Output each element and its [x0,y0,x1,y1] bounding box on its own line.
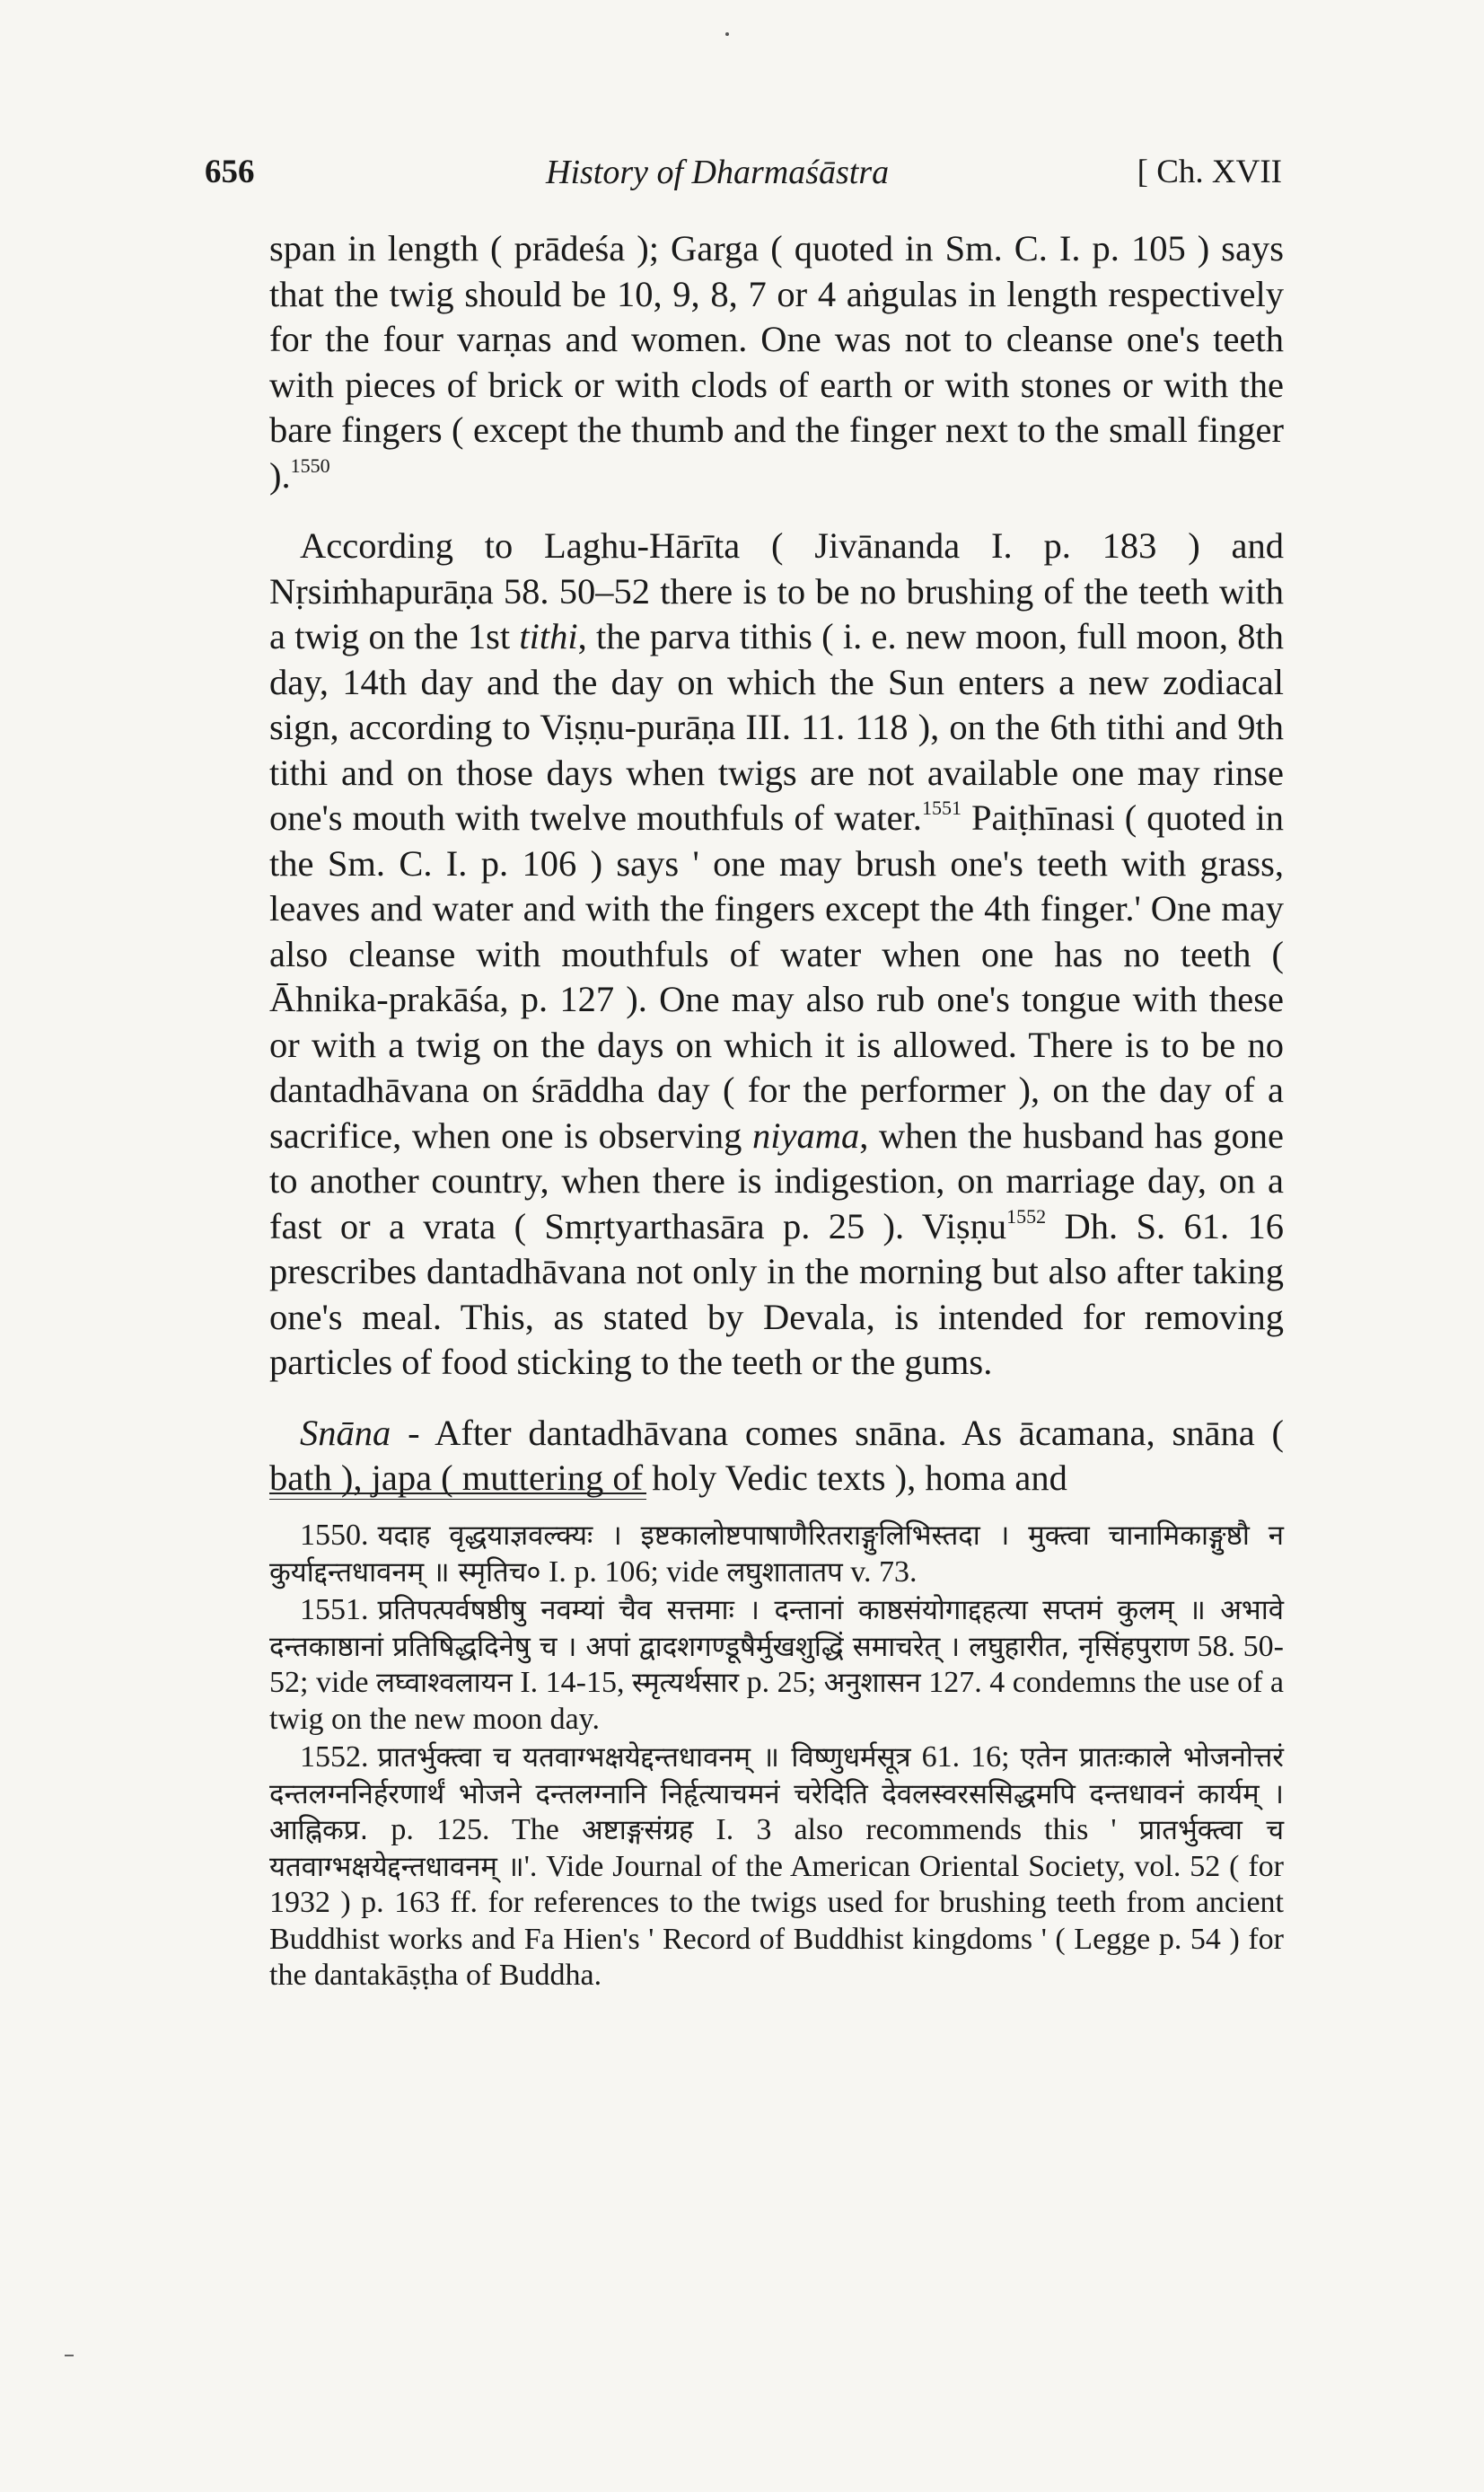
page-header [205,153,1282,207]
page-number: 656 [205,154,255,190]
footnote-number: 1551. [300,1593,369,1626]
footnote-ref-1550: 1550 [290,453,330,477]
footnote-number: 1552. [300,1740,369,1774]
footnote-separator [269,1493,646,1494]
footnote-number: 1550. [300,1519,369,1552]
footnote-1551: 1551. प्रतिपत्पर्वषष्ठीषु नवम्यां चैव सत्तमाः । दन्तानां काष्ठसंयोगाद्दहत्या सप्तमं कुलम् ॥ अभावे दन्तकाष्ठानां प्रतिषिद्धदिनेषु च । अपां द्वादशगण्डूषैर्मुखशुद्धिं समाचरेत् । लघुहारीत, नृसिंहपुराण 58. 50-52; vide लघ्वाश्वलायन I. 14-15, स्मृत्यर्थसार p. 25; अनुशासन 127. 4 condemns the use of a twig on the new moon day. [269,1593,1284,1736]
speck-mark [725,32,729,36]
paragraph-3: Snāna - After dantadhāvana comes snāna. As ācamana, snāna ( bath ), japa ( muttering of holy Vedic texts ), homa and [269,1412,1284,1498]
footnote-ref-1552: 1552 [1006,1204,1047,1228]
footnote-ref-1551: 1551 [921,797,962,819]
margin-mark [65,2355,74,2356]
footnotes [269,1518,1284,1996]
footnote-separator-thin [269,1499,646,1500]
footnote-1550: 1550. यदाह वृद्धयाज्ञवल्क्यः । इष्टकालोष्टपाषाणैरितराङ्गुलिभिस्तदा । मुक्त्वा चानामिकाङ्गुष्ठौ न कुर्याद्दन्तधावनम् ॥ स्मृतिच० I. p. 106; vide लघुशातातप v. 73. [269,1519,1284,1589]
footnote-1552: 1552. प्रातर्भुक्त्वा च यतवाग्भक्षयेद्दन्तधावनम् ॥ विष्णुधर्मसूत्र 61. 16; एतेन प्रातःकाले भोजनोत्तरं दन्तलग्ननिर्हरणार्थं भोजने दन्तलग्नानि निर्हृत्याचमनं चरेदिति देवलस्वरससिद्धमपि दन्तधावनं कार्यम् । आह्निकप्र. p. 125. The अष्टाङ्गसंग्रह I. 3 also recommends this ' प्रातर्भुक्त्वा च यतवाग्भक्षयेद्दन्तधावनम् ॥'. Vide Journal of the American Oriental Society, vol. 52 ( for 1932 ) p. 163 ff. for references to the twigs used for brushing teeth from ancient Buddhist works and Fa Hien's ' Record of Buddhist kingdoms ' ( Legge p. 54 ) for the dantakāṣṭha of Buddha. [269,1740,1285,1992]
running-title: History of Dharmaśāstra [546,154,890,191]
paragraph-2: According to Laghu-Hārīta ( Jivānanda I. p. 183 ) and Nṛsiṁhapurāṇa 58. 50–52 there is to be no brushing of the teeth with a twig on the 1st tithi, the parva tithis ( i. e. new moon, full moon, 8th day, 14th day and the day on which the Sun enters a new zodiacal sign, according to Viṣṇu-purāṇa III. 11. 118 ), on the 6th tithi and 9th tithi and on those days when twigs are not available one may rinse one's mouth with twelve mouthfuls of water.$^{1551}$ Paiṭhīnasi ( quoted in the Sm. C. I. p. 106 ) says ' one may brush one's teeth with grass, leaves and water and with the fingers except the 4th finger.' One may also cleanse with mouthfuls of water when one has no teeth ( Āhnika-prakāśa, p. 127 ). One may also rub one's tongue with these or with a twig on the days on which it is allowed. There is to be no dantadhāvana on śrāddha day ( for the performer ), on the day of a sacrifice, when one is observing niyama, when the husband has gone to another country, when there is indigestion, on marriage day, on a fast or a vrata ( Smṛtyarthasāra p. 25 ). Viṣṇu$^{1552}$ Dh. S. 61. 16 prescribes dantadhāvana not only in the morning but also after taking one's meal. This, as stated by Devala, is intended for removing particles of food sticking to the teeth or the gums. [269,525,1284,1382]
main-text [269,226,1284,1501]
chapter-label: [ Ch. XVII [1137,154,1282,190]
paragraph-1: span in length ( prādeśa ); Garga ( quoted in Sm. C. I. p. 105 ) says that the twig should be 10, 9, 8, 7 or 4 aṅgulas in length respectively for the four varṇas and women. One was not to cleanse one's teeth with pieces of brick or with clods of earth or with stones or with the bare fingers ( except the thumb and the finger next to the small finger ).$^{1550}$ [269,228,1284,496]
